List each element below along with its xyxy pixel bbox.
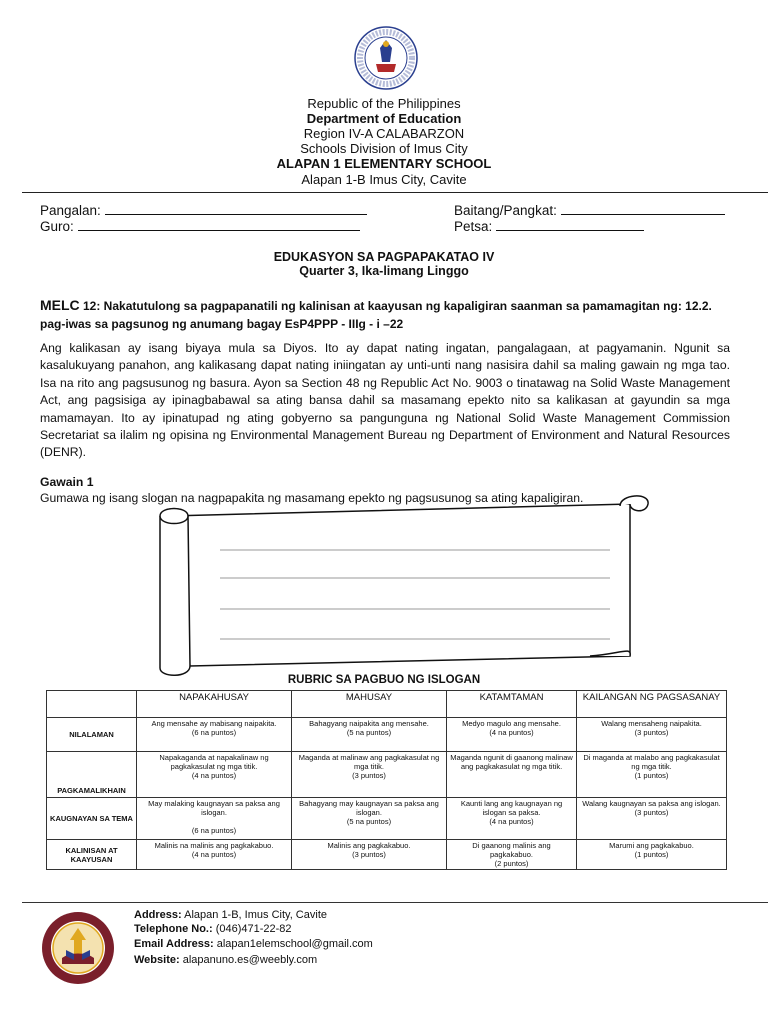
header-region: Region IV-A CALABARZON (303, 126, 465, 141)
rubric-title: RUBRIC SA PAGBUO NG ISLOGAN (287, 674, 481, 686)
rubric-cell: Maganda at malinaw ang pagkakasulat ng mga titik. (3 puntos) (292, 752, 447, 798)
rubric-header-row (47, 691, 727, 718)
pangalan-blank[interactable] (105, 202, 367, 215)
rubric-header: KAILANGAN NG PAGSASANAY (577, 691, 727, 718)
header-republic: Republic of the Philippines (307, 96, 461, 111)
rubric-cell: Medyo magulo ang mensahe. (4 na puntos) (447, 718, 577, 752)
subject-title: EDUKASYON SA PAGPAPAKATAO IV (273, 250, 495, 264)
pangalan-field[interactable] (40, 202, 367, 218)
rubric-table (46, 690, 727, 870)
petsa-label: Petsa: (454, 219, 493, 234)
header-school: ALAPAN 1 ELEMENTARY SCHOOL (276, 156, 492, 171)
melc-label: MELC (40, 297, 80, 313)
petsa-blank[interactable] (496, 218, 644, 231)
footer-phone-value: (046)471-22-82 (212, 923, 292, 935)
rubric-criterion: KAUGNAYAN SA TEMA (47, 798, 137, 840)
footer-address-value: Alapan 1-B, Imus City, Cavite (181, 909, 327, 921)
rubric-cell: Napakaganda at napakalinaw ng pagkakasulat ng mga titik. (4 na puntos) (137, 752, 292, 798)
pangalan-label: Pangalan: (40, 203, 101, 218)
deped-seal-icon (354, 26, 418, 90)
quarter-title: Quarter 3, Ika-limang Linggo (299, 264, 469, 278)
rubric-cell: Di maganda at malabo ang pagkakasulat ng mga titik. (1 puntos) (577, 752, 727, 798)
rubric-cell: Di gaanong malinis ang pagkakabuo. (2 puntos) (447, 840, 577, 870)
footer-email-value[interactable]: alapan1elemschool@gmail.com (213, 938, 373, 950)
footer-phone-label: Telephone No.: (134, 923, 213, 935)
footer-phone (134, 922, 292, 937)
rubric-row (47, 840, 727, 870)
rubric-cell: Walang mensaheng naipakita. (3 puntos) (577, 718, 727, 752)
baitang-label: Baitang/Pangkat: (454, 203, 557, 218)
rubric-cell: May malaking kaugnayan sa paksa ang islogan. (6 na puntos) (137, 798, 292, 840)
gawain-instruction: Gumawa ng isang slogan na nagpapakita ng masamang epekto ng pagsusunog sa ating kapaligiran. (40, 491, 584, 505)
baitang-field[interactable] (454, 202, 725, 218)
school-logo (40, 910, 116, 986)
guro-field[interactable] (40, 218, 360, 234)
slogan-scroll[interactable] (150, 486, 660, 686)
rubric-criterion: NILALAMAN (47, 718, 137, 752)
rubric-cell: Bahagyang may kaugnayan sa paksa ang islogan. (5 na puntos) (292, 798, 447, 840)
footer-email-label: Email Address: (134, 938, 214, 950)
rubric-cell: Bahagyang naipakita ang mensahe. (5 na puntos) (292, 718, 447, 752)
guro-blank[interactable] (78, 218, 360, 231)
rubric-cell: Walang kaugnayan sa paksa ang islogan. (3 puntos) (577, 798, 727, 840)
footer-email (134, 937, 373, 952)
footer-website-label: Website: (134, 954, 180, 966)
guro-label: Guro: (40, 219, 74, 234)
rubric-header: KATAMTAMAN (447, 691, 577, 718)
rubric-cell: Maganda ngunit di gaanong malinaw ang pagkakasulat ng mga titik. (447, 752, 577, 798)
scroll-shape (150, 486, 660, 686)
deped-seal (354, 26, 418, 90)
header-division: Schools Division of Imus City (300, 141, 468, 156)
rubric-row (47, 752, 727, 798)
footer-address (134, 908, 327, 923)
rubric-criterion: PAGKAMALIKHAIN (47, 752, 137, 798)
melc-block (40, 296, 730, 333)
header-divider (22, 192, 768, 193)
gawain-title: Gawain 1 (40, 475, 94, 489)
header-deped: Department of Education (306, 111, 462, 126)
rubric-corner (47, 691, 137, 718)
footer-website (134, 953, 317, 968)
footer-divider (22, 902, 768, 903)
header-address: Alapan 1-B Imus City, Cavite (301, 172, 467, 187)
rubric-row (47, 718, 727, 752)
school-logo-icon (40, 910, 116, 986)
rubric-header: MAHUSAY (292, 691, 447, 718)
rubric-cell: Malinis ang pagkakabuo. (3 puntos) (292, 840, 447, 870)
rubric-cell: Malinis na malinis ang pagkakabuo. (4 na puntos) (137, 840, 292, 870)
melc-text: 12: Nakatutulong sa pagpapanatili ng kalinisan at kaayusan ng kapaligiran saanman sa pamamagitan ng: 12.2. pag-iwas sa pagsunog ng anumang bagay EsP4PPP - IIIg - i –22 (40, 299, 712, 331)
baitang-blank[interactable] (561, 202, 725, 215)
rubric-criterion: KALINISAN AT KAAYUSAN (47, 840, 137, 870)
footer-website-value[interactable]: alapanuno.es@weebly.com (179, 954, 318, 966)
rubric-header: NAPAKAHUSAY (137, 691, 292, 718)
rubric-cell: Marumi ang pagkakabuo. (1 puntos) (577, 840, 727, 870)
footer-address-label: Address: (134, 909, 182, 921)
rubric-cell: Kaunti lang ang kaugnayan ng islogan sa paksa. (4 na puntos) (447, 798, 577, 840)
intro-paragraph: Ang kalikasan ay isang biyaya mula sa Diyos. Ito ay dapat nating ingatan, pangalagaan, at pagyamanin. Ngunit sa kasalukuyang panahon, ang kalikasang dapat nating iniingatan ay unti-unti nang nasisira dahil sa maling gawain ng mga tao. Isa na rito ang pagsusunog ng basura. Ayon sa Section 48 ng Republic Act No. 9003 o tinatawag na Solid Waste Management Act, ang pagsisiga ay ipinagbabawal sa ating bansa dahil sa masamang epekto nito sa kalikasan at gayundin sa mga mamamayan. Ito ay ipinatupad ng ating gobyerno sa pangunguna ng National Solid Waste Management Commission Secretariat sa ilalim ng opisina ng Environmental Management Bureau ng Department of Environment and Natural Resources (DENR). (40, 341, 730, 460)
petsa-field[interactable] (454, 218, 644, 234)
rubric-cell: Ang mensahe ay mabisang naipakita. (6 na puntos) (137, 718, 292, 752)
rubric-row (47, 798, 727, 840)
